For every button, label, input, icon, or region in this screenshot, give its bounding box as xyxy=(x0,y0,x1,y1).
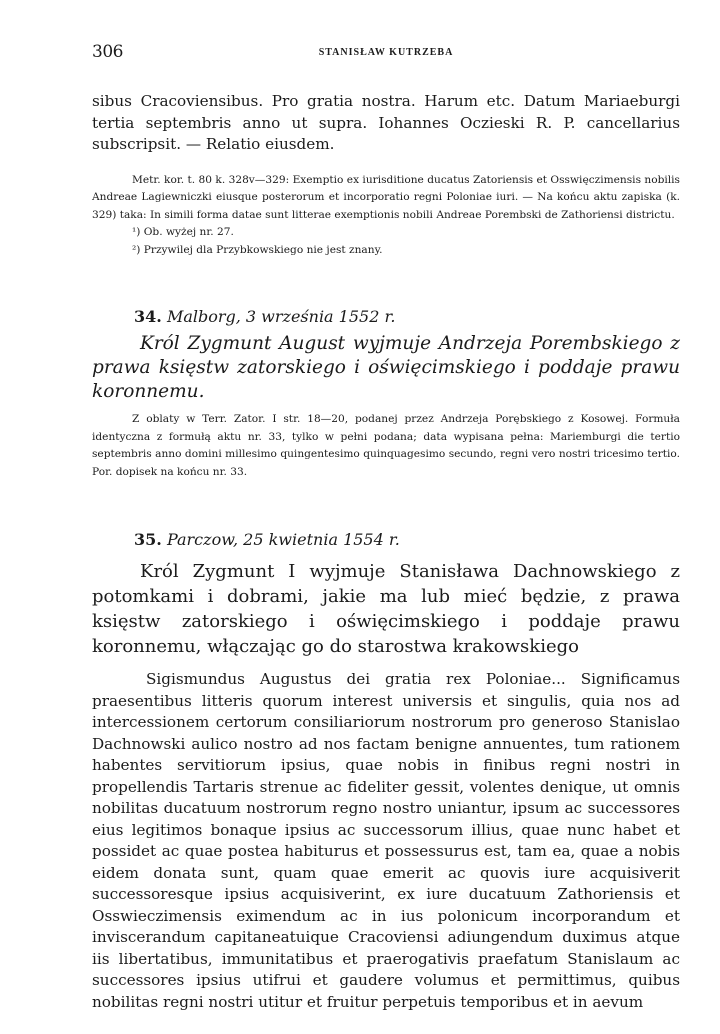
footnote-2: ²) Przywilej dla Przybkowskiego nie jest znany. xyxy=(132,243,383,256)
page-number: 306 xyxy=(92,42,123,62)
document-number-34: 34. xyxy=(134,307,162,326)
document-title-34: Król Zygmunt August wyjmuje Andrzeja Porembskiego z prawa księstw zatorskiego i oświęcimskiego i poddaje prawu koronnemu. xyxy=(92,333,680,402)
document-text-35: Sigismundus Augustus dei gratia rex Poloniae... Significamus praesentibus litteris quorum interest universis et singulis, quia nos ad intercessionem certorum consiliariorum nostrorum pro generoso Stanislao Dachnowski aulico nostro ad nos factam benigne annuentes, tum rationem habentes servitiorum ipsius, quae nobis in finibus regni nostri in propellendis Tartaris strenue ac fideliter gessit, volentes denique, ut omnis nobilitas ducatuum nostrorum regno nostro uniantur, ipsum ac successores eius legitimos bonaque ipsius ac successorum illius, quae nunc habet et possidet ac quae postea habiturus et possessurus est, tam ea, quae a nobis eidem donata sunt, quam quae emerit ac quovis iure acquisiverit successoresque ipsius acquisiverint, ex iure ducatuum Zathoriensis et Osswieczimensis eximendum ac in ius polonicum incorporandum et inviscerandum capitaneatuique Cracoviensi adiungendum duximus atque iis libertatibus, immunitatibus et praerogativis praefatum Stanislaum ac successores ipsius utifrui et gaudere volumus et permittimus, quibus nobilitas regni nostri utitur et fruitur perpetuis temporibus et in aevum xyxy=(92,670,680,1011)
document-place-date-35: Parczow, 25 kwietnia 1554 r. xyxy=(166,530,400,549)
book-page xyxy=(92,40,680,1013)
footnote-1: ¹) Ob. wyżej nr. 27. xyxy=(132,226,234,238)
document-section-35 xyxy=(92,529,680,1013)
document-heading-34 xyxy=(134,306,680,328)
document-section-34 xyxy=(92,306,680,481)
page-header xyxy=(92,40,680,64)
archival-note-block xyxy=(92,172,680,260)
continuation-paragraph: sibus Cracoviensibus. Pro gratia nostra. Harum etc. Datum Mariaeburgi tertia septembris anno ut supra. Iohannes Oczieski R. P. cancellarius subscripsit. — Relatio eiusdem. xyxy=(92,92,680,153)
document-title-35: Król Zygmunt I wyjmuje Stanisława Dachnowskiego z potomkami i dobrami, jakie ma lub mieć będzie, z prawa księstw zatorskiego i oświęcimskiego i poddaje prawu koronnemu, włączając go do starostwa krakowskiego xyxy=(92,561,680,657)
document-source-34: Z oblaty w Terr. Zator. I str. 18—20, podanej przez Andrzeja Porębskiego z Kosowej. Formuła identyczna z formułą aktu nr. 33, tylko w pełni podana; data wypisana pełna: Mariemburgi die tertio septembris anno domini millesimo quingentesimo quinquagesimo secundo, regni vero nostri tricesimo tertio. Por. dopisek na końcu nr. 33. xyxy=(92,413,680,478)
archival-note: Metr. kor. t. 80 k. 328v—329: Exemptio ex iurisditione ducatus Zatoriensis et Osswięczimensis nobilis Andreae Lagiewniczki eiusque posterorum et incorporatio regni Poloniae iuri. — Na końcu aktu zapiska (k. 329) taka: In simili forma datae sunt litterae exemptionis nobili Andreae Porembski de Zathoriensi districtu. xyxy=(92,173,680,221)
document-heading-35 xyxy=(134,529,680,551)
document-number-35: 35. xyxy=(134,530,162,549)
document-place-date-34: Malborg, 3 września 1552 r. xyxy=(166,307,396,326)
running-head: STANISŁAW KUTRZEBA xyxy=(318,47,454,58)
